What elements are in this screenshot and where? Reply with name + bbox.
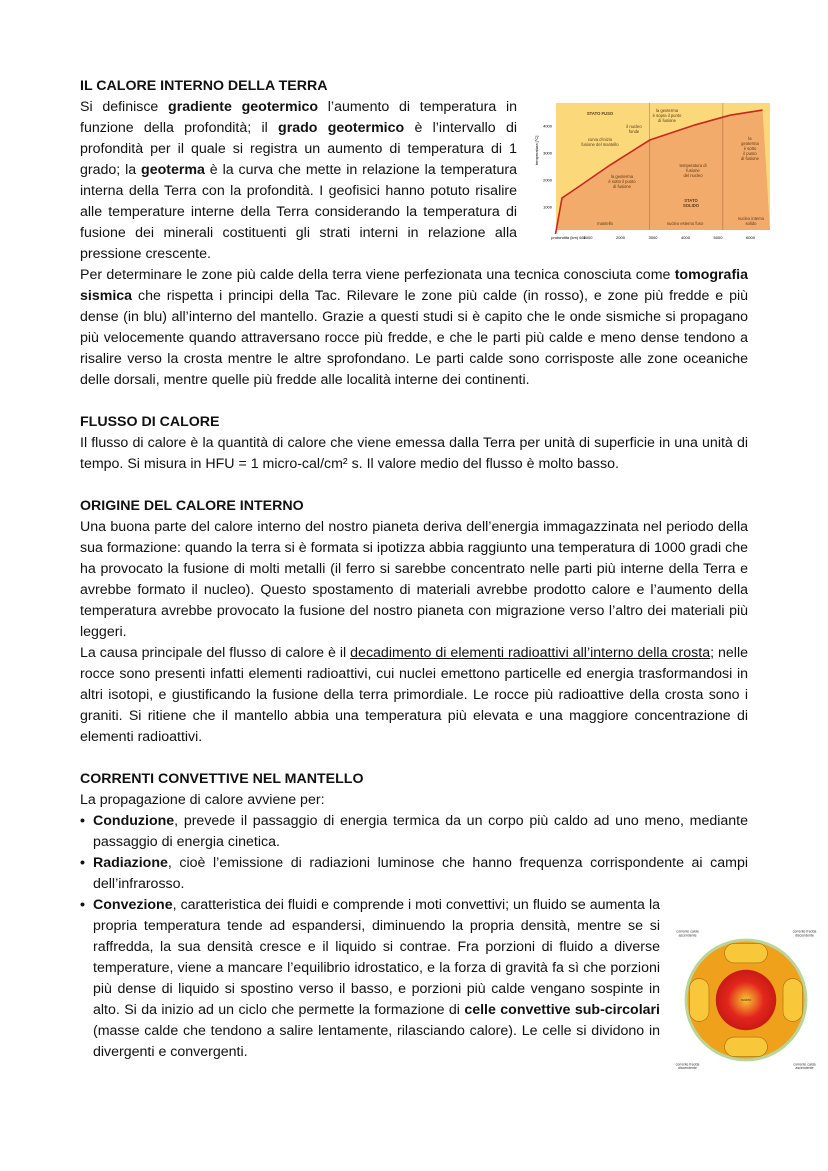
- text-run: , caratteristica dei fluidi e comprende i moti convettivi; un fluido se aumenta la propria temperatura tende ad espandersi, diminuendo la propria densità, mentre se si raffredda, la sua densità cresce e il liquido si contrae. Fra porzioni di fluido a diverse temperature, viene a mancare l’equilibrio idrostatico, e la forza di gravità fa sì che porzioni più dense di liquido si spostino verso il basso, e porzioni più calde vengano sospinte in alto. Si da inizio ad un ciclo che permette la formazione di: [93, 897, 660, 1018]
- text-run: è l’intervallo di profondità per il quale si registra un aumento di temperatura di 1 grado; la: [80, 120, 517, 178]
- text-run: Si definisce: [80, 99, 169, 115]
- paragraph: [80, 790, 748, 811]
- x-tick-label: profondità (km) 650: [551, 235, 586, 240]
- paragraph: [80, 433, 748, 475]
- label: di fusione: [741, 156, 759, 161]
- text-run: grado geotermico: [278, 120, 405, 136]
- text-run: decadimento di elementi radioattivi all’interno della crosta: [350, 645, 711, 661]
- bullet-list: [80, 811, 748, 1063]
- text-run: , cioè l’emissione di radiazioni luminose che hanno frequenza corrispondente ai campi dell’infrarosso.: [93, 855, 748, 892]
- text-run: ; nelle rocce sono presenti infatti elementi radioattivi, cui nuclei emettono particelle ed energia trasformandosi in altri isotopi, e giustificando la fusione della terra primordiale. Le rocce più radioattive della crosta sono i graniti. Si ritiene che il mantello abbia una temperatura più elevata e una maggiore concentrazione di elementi radioattivi.: [80, 645, 749, 745]
- label: discendente: [795, 933, 814, 938]
- label: corrente calda: [676, 929, 699, 934]
- paragraph: [80, 517, 748, 643]
- text-run: La propagazione di calore avviene per:: [80, 792, 325, 808]
- section-heading: FLUSSO DI CALORE: [80, 414, 220, 430]
- paragraph: [80, 643, 748, 748]
- label-inner-core: solido: [745, 221, 757, 226]
- label: è sotto: [743, 146, 757, 151]
- x-tick-label: 5000: [713, 235, 723, 240]
- text-run: tomografia sismica: [80, 267, 748, 304]
- label: la geoterma: [655, 108, 679, 113]
- text-run: Conduzione: [93, 813, 175, 829]
- x-tick-label: 2000: [616, 235, 625, 240]
- label-molten: STATO FUSO: [586, 111, 614, 116]
- text-run: , prevede il passaggio di energia termica da un corpo più caldo ad uno meno, mediante passaggio di energia cinetica.: [93, 813, 748, 850]
- label-outer-core: nucleo esterno fuso: [666, 221, 704, 226]
- y-tick-label: 4000: [543, 123, 552, 129]
- list-item: [80, 853, 748, 895]
- section-heading: CORRENTI CONVETTIVE NEL MANTELLO: [80, 771, 364, 787]
- y-tick-label: 1000: [543, 204, 552, 210]
- list-item: [80, 811, 748, 853]
- x-tick-label: 3000: [648, 235, 658, 240]
- y-tick-label: 2000: [543, 177, 552, 183]
- text-run: l’aumento di temperatura in funzione della profondità; il: [80, 99, 517, 136]
- text-run: gradiente geotermico: [168, 99, 319, 115]
- text-run: Convezione: [93, 897, 173, 913]
- label-solid: STATO: [684, 198, 698, 203]
- label: la geoterma: [610, 174, 634, 179]
- label-solid: SOLIDO: [682, 203, 700, 208]
- section-heading: IL CALORE INTERNO DELLA TERRA: [80, 78, 328, 94]
- text-run: La causa principale del flusso di calore è il: [80, 645, 351, 661]
- label: di fusione: [658, 118, 676, 123]
- x-tick-label: 4000: [681, 235, 690, 240]
- x-tick-label: 6000: [746, 235, 755, 240]
- text-run: Il flusso di calore è la quantità di calore che viene emessa dalla Terra per unità di superficie in una unità di tempo. Si misura in HFU = 1 micro-cal/cm² s. Il valore medio del flusso è molto basso.: [80, 435, 748, 472]
- text-run: Radiazione: [93, 855, 168, 871]
- label: ascendente: [795, 1066, 814, 1071]
- label-inner-core: nucleo interno: [737, 216, 765, 221]
- label: di fusione: [613, 184, 631, 189]
- label: fusione: [686, 168, 700, 173]
- core-label: nucleo: [740, 997, 752, 1002]
- text-run: (masse calde che tendono a salire lentamente, rilasciando calore). Le celle si dividono in divergenti e convergenti.: [93, 1023, 660, 1060]
- label: del nucleo: [683, 173, 703, 178]
- text-run: che rispetta i principi della Tac. Rilevare le zone più calde (in rosso), e zone più fredde e più dense (in blu) all’interno del mantello. Grazie a questi studi si è capito che le onde sismiche si propagano più velocemente quando attraversano rocce più fredde, e che le parti più calde e meno dense tendono a risalire verso la crosta mentre le altre sprofondano. Le parti calde sono corrisposte alle zone oceaniche delle dorsali, mentre quelle più fredde alle località interne dei continenti.: [80, 288, 748, 388]
- label: geoterma: [741, 141, 759, 146]
- convection-cells-diagram: [668, 922, 824, 1078]
- paragraph: [80, 265, 748, 391]
- label: la: [748, 136, 752, 141]
- label-mantle: mantello: [597, 221, 613, 226]
- label: corrente fredda: [675, 1062, 700, 1067]
- label: è sopra il punto: [652, 113, 682, 118]
- text-run: celle convettive sub-circolari: [464, 1002, 660, 1018]
- label: curva d’inizio: [587, 137, 613, 142]
- text-run: Una buona parte del calore interno del nostro pianeta deriva dell’energia immagazzinata nel periodo della sua formazione: quando la terra si è formata si ipotizza abbia raggiunto una temperatura di 1000 gradi che ha provocato la fusione di molti metalli (il ferro si sarebbe concentrato nelle parti più interne della Terra e avrebbe formato il nucleo). Questo spostamento di materiali avrebbe prodotto calore e l’aumento della temperatura avrebbe provocato la fusione del nostro pianeta con migrazione verso l’altro dei materiali più leggeri.: [80, 519, 748, 640]
- label: il punto: [743, 151, 757, 156]
- label: il nucleo: [626, 124, 642, 129]
- geotherm-chart: [530, 95, 770, 250]
- list-item: [80, 895, 660, 1063]
- label: corrente fredda: [792, 929, 817, 934]
- y-tick-label: 3000: [543, 150, 552, 156]
- label: fonde: [628, 129, 640, 134]
- label: fusione del mantello: [581, 142, 619, 147]
- label: ascendente: [678, 933, 697, 938]
- text-run: è la curva che mette in relazione la temperatura interna della Terra con la profondità. I geofisici hanno potuto risalire alle temperature interne della Terra considerando la temperatura di fusione dei minerali costituenti gli strati interni in relazione alla pressione crescente.: [80, 162, 517, 262]
- label: corrente calda: [793, 1062, 816, 1067]
- text-run: geoterma: [141, 162, 205, 178]
- label: temperatura di: [679, 163, 707, 168]
- label: discendente: [678, 1066, 697, 1071]
- section-heading: ORIGINE DEL CALORE INTERNO: [80, 498, 304, 514]
- y-axis-label: temperatura [°C]: [534, 135, 539, 165]
- label: è sotto il punto: [608, 179, 636, 184]
- text-run: Per determinare le zone più calde della terra viene perfezionata una tecnica conosciuta come: [80, 267, 675, 283]
- x-tick-label: 1000: [583, 235, 593, 240]
